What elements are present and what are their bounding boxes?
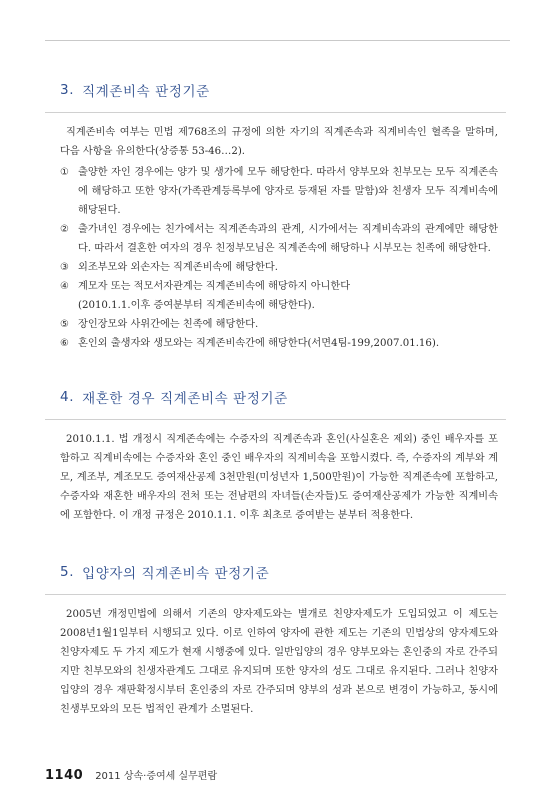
item-marker bbox=[60, 296, 78, 315]
section-intro: 2005년 개정민법에 의해서 기존의 양자제도와는 별개로 친양자제도가 도입되었고 이 제도는 2008년1월1일부터 시행되고 있다. 이로 인하여 양자에 관한 제도는 기존의 민법상의 양자제도와 친양자제도 두 가지 제도가 현재 시행중에 있다. 일반입양의 경우 양부모와는 혼인중의 자로 간주되지만 친부모와의 친생자관계도 그대로 유지되며 또한 양자의 성도 그대로 유지된다. 그러나 친양자 입양의 경우 재판확정시부터 혼인중의 자로 간주되며 양부의 성과 본으로 변경이 가능하고, 동시에 친생부모와의 모든 법적인 관계가 소멸된다. bbox=[60, 609, 498, 715]
item-text: 외조부모와 외손자는 직계존비속에 해당한다. bbox=[78, 262, 278, 273]
section-heading: 재혼한 경우 직계존비속 판정기준 bbox=[82, 391, 288, 407]
item-marker: ① bbox=[60, 167, 69, 178]
list-item bbox=[60, 258, 498, 277]
item-text: 출가녀인 경우에는 친가에서는 직계존속과의 관계, 시가에서는 직계비속과의 관계에만 해당한다. 따라서 결혼한 여자의 경우 친정부모님은 직계존속에 해당하나 시부모는 친족에 해당한다. bbox=[78, 224, 498, 254]
section-heading: 입양자의 직계존비속 판정기준 bbox=[82, 566, 270, 582]
item-marker: ④ bbox=[60, 281, 69, 292]
item-text: 장인장모와 사위간에는 친족에 해당한다. bbox=[78, 319, 259, 330]
item-text: 계모자 또는 적모서자관계는 직계존비속에 해당하지 아니한다 bbox=[78, 281, 351, 292]
header-rule bbox=[45, 40, 510, 41]
section-3 bbox=[60, 80, 498, 353]
item-marker: ② bbox=[60, 224, 69, 235]
list-item bbox=[60, 277, 498, 296]
page-number: 1140 bbox=[45, 768, 84, 783]
item-text: 혼인외 출생자와 생모와는 직계존비속간에 해당한다(서면4팀-199,2007.01.16). bbox=[78, 338, 440, 349]
item-marker: ③ bbox=[60, 262, 69, 273]
section-intro: 2010.1.1. 법 개정시 직계존속에는 수증자의 직계존속과 혼인(사실혼은 제외) 중인 배우자를 포함하고 직계비속에는 수증자와 혼인 중인 배우자의 직계비속을 포함시켰다. 즉, 수증자의 계부와 계모, 계조부, 계조모도 증여재산공제 3천만원(미성년자 1,500만원)이 가능한 직계존속에 포함하고, 수증자와 재혼한 배우자의 전처 또는 전남편의 자녀들(손자들)도 증여재산공제가 가능한 직계비속에 포함한다. 이 개정 규정은 2010.1.1. 이후 최초로 증여받는 분부터 적용한다. bbox=[60, 434, 498, 521]
item-text: (2010.1.1.이후 증여분부터 직계존비속에 해당한다). bbox=[78, 300, 315, 311]
section-title bbox=[60, 80, 498, 100]
section-5 bbox=[60, 562, 498, 719]
book-title: 2011 상속·증여세 실무편람 bbox=[95, 771, 218, 782]
section-4 bbox=[60, 387, 498, 525]
section-title bbox=[60, 562, 498, 582]
section-divider bbox=[45, 419, 506, 420]
section-number: 3. bbox=[60, 82, 75, 98]
item-marker: ⑤ bbox=[60, 319, 69, 330]
list-item bbox=[60, 163, 498, 220]
section-intro: 직계존비속 여부는 민법 제768조의 규정에 의한 자기의 직계존속과 직계비속인 혈족을 말하며, 다음 사항을 유의한다(상증통 53-46…2). bbox=[60, 127, 498, 157]
item-text: 출양한 자인 경우에는 양가 및 생가에 모두 해당한다. 따라서 양부모와 친부모는 모두 직계존속에 해당하고 또한 양자(가족관계등록부에 양자로 등재된 자를 말함)와 친생자 모두 직계비속에 해당된다. bbox=[78, 167, 498, 216]
page-footer bbox=[45, 767, 217, 783]
item-list bbox=[60, 163, 498, 353]
section-number: 5. bbox=[60, 564, 75, 580]
section-title bbox=[60, 387, 498, 407]
section-divider bbox=[45, 112, 506, 113]
list-item bbox=[60, 220, 498, 258]
section-number: 4. bbox=[60, 389, 75, 405]
item-marker: ⑥ bbox=[60, 338, 69, 349]
section-divider bbox=[45, 594, 506, 595]
list-item bbox=[60, 296, 498, 315]
list-item bbox=[60, 334, 498, 353]
section-heading: 직계존비속 판정기준 bbox=[82, 84, 210, 100]
list-item bbox=[60, 315, 498, 334]
